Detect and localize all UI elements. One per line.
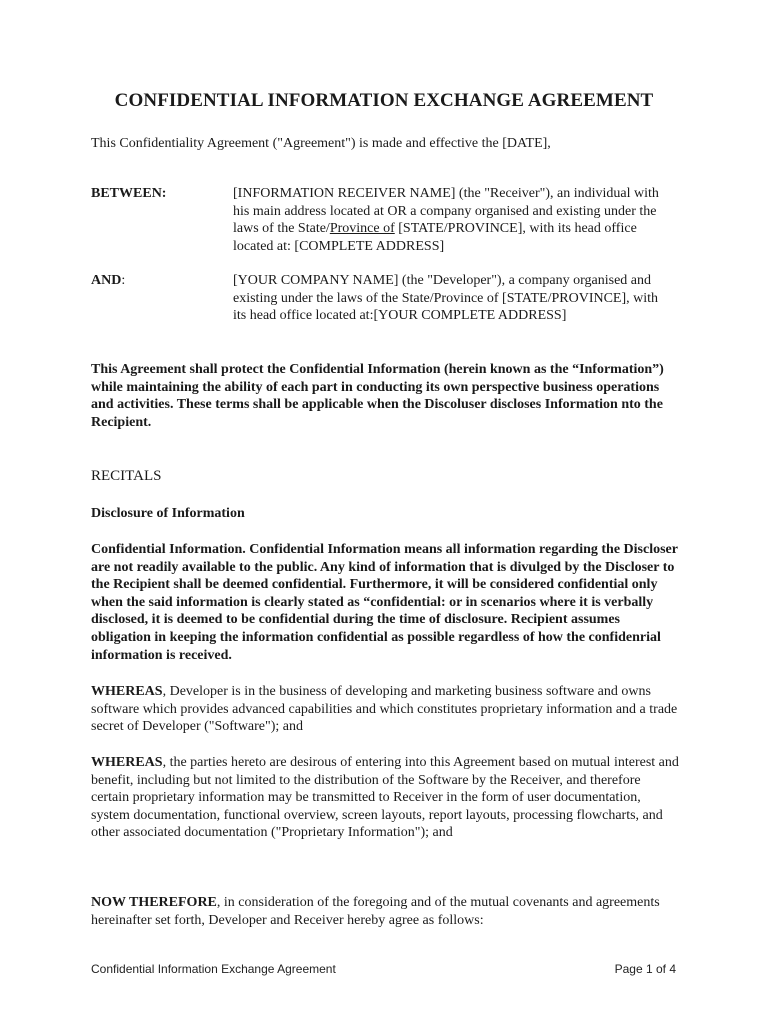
now-therefore-lead: NOW THEREFORE xyxy=(91,895,217,910)
whereas-2-lead: WHEREAS xyxy=(91,755,163,770)
footer-document-name: Confidential Information Exchange Agreement xyxy=(91,962,336,976)
whereas-paragraph-1 xyxy=(91,683,681,736)
receiver-text-part-a: [INFORMATION RECEIVER NAME] (the "Receiver"), an individual with his main address located at OR a company organised and existing under the laws of the State/ xyxy=(233,186,659,237)
receiver-party-text xyxy=(233,185,673,255)
footer-page-number: Page 1 of 4 xyxy=(614,962,676,976)
whereas-1-lead: WHEREAS xyxy=(91,684,163,699)
and-label-text: AND xyxy=(91,273,122,288)
intro-paragraph: This Confidentiality Agreement ("Agreement") is made and effective the [DATE], xyxy=(91,136,551,151)
developer-party-text: [YOUR COMPANY NAME] (the "Developer"), a company organised and existing under the laws of the State/Province of [STATE/PROVINCE], with its head office located at:[YOUR COMPLETE ADDRESS] xyxy=(233,273,659,324)
receiver-text-part-b: [STATE/PROVINCE], with its head office located at: [COMPLETE ADDRESS] xyxy=(233,221,637,254)
between-label: BETWEEN: xyxy=(91,186,167,201)
receiver-underlined-text: Province of xyxy=(329,221,395,237)
whereas-2-text: , the parties hereto are desirous of entering into this Agreement based on mutual interest and benefit, including but not limited to the distribution of the Software by the Receiver, and therefore certain proprietary information may be transmitted to Receiver in the form of user documentation, system documentation, functional overview, screen layouts, report layouts, processing flowcharts, and other associated documentation ("Proprietary Information"); and xyxy=(91,755,679,841)
and-label-suffix: : xyxy=(121,273,126,288)
whereas-1-text: , Developer is in the business of developing and marketing business software and owns software which provides advanced capabilities and which constitutes proprietary information and a trade secret of Developer ("Software"); and xyxy=(91,684,678,735)
whereas-paragraph-2 xyxy=(91,754,681,842)
confidential-information-paragraph: Confidential Information. Confidential Information means all information regarding the Discloser are not readily available to the public. Any kind of information that is divulged by the Discloser to the Recipient shall be deemed confidential. Furthermore, it will be considered confidential only when the said information is clearly stated as “confidential: or in scenarios where it is verbally disclosed, it is deemed to be confidential during the time of disclosure. Recipient assumes obligation in keeping the information confidential as possible regardless of how the confidenrial information is received. xyxy=(91,542,678,663)
now-therefore-paragraph xyxy=(91,894,681,929)
and-label xyxy=(91,272,125,290)
now-therefore-text: , in consideration of the foregoing and of the mutual covenants and agreements hereinafter set forth, Developer and Receiver hereby agree as follows: xyxy=(91,895,660,928)
protect-paragraph: This Agreement shall protect the Confidential Information (herein known as the “Information”) while maintaining the ability of each part in conducting its own perspective business operations and activities. These terms shall be applicable when the Discoluser discloses Information nto the Recipient. xyxy=(91,362,664,430)
disclosure-heading: Disclosure of Information xyxy=(91,506,245,521)
recitals-heading: RECITALS xyxy=(91,468,162,484)
document-title: CONFIDENTIAL INFORMATION EXCHANGE AGREEMENT xyxy=(114,90,654,111)
